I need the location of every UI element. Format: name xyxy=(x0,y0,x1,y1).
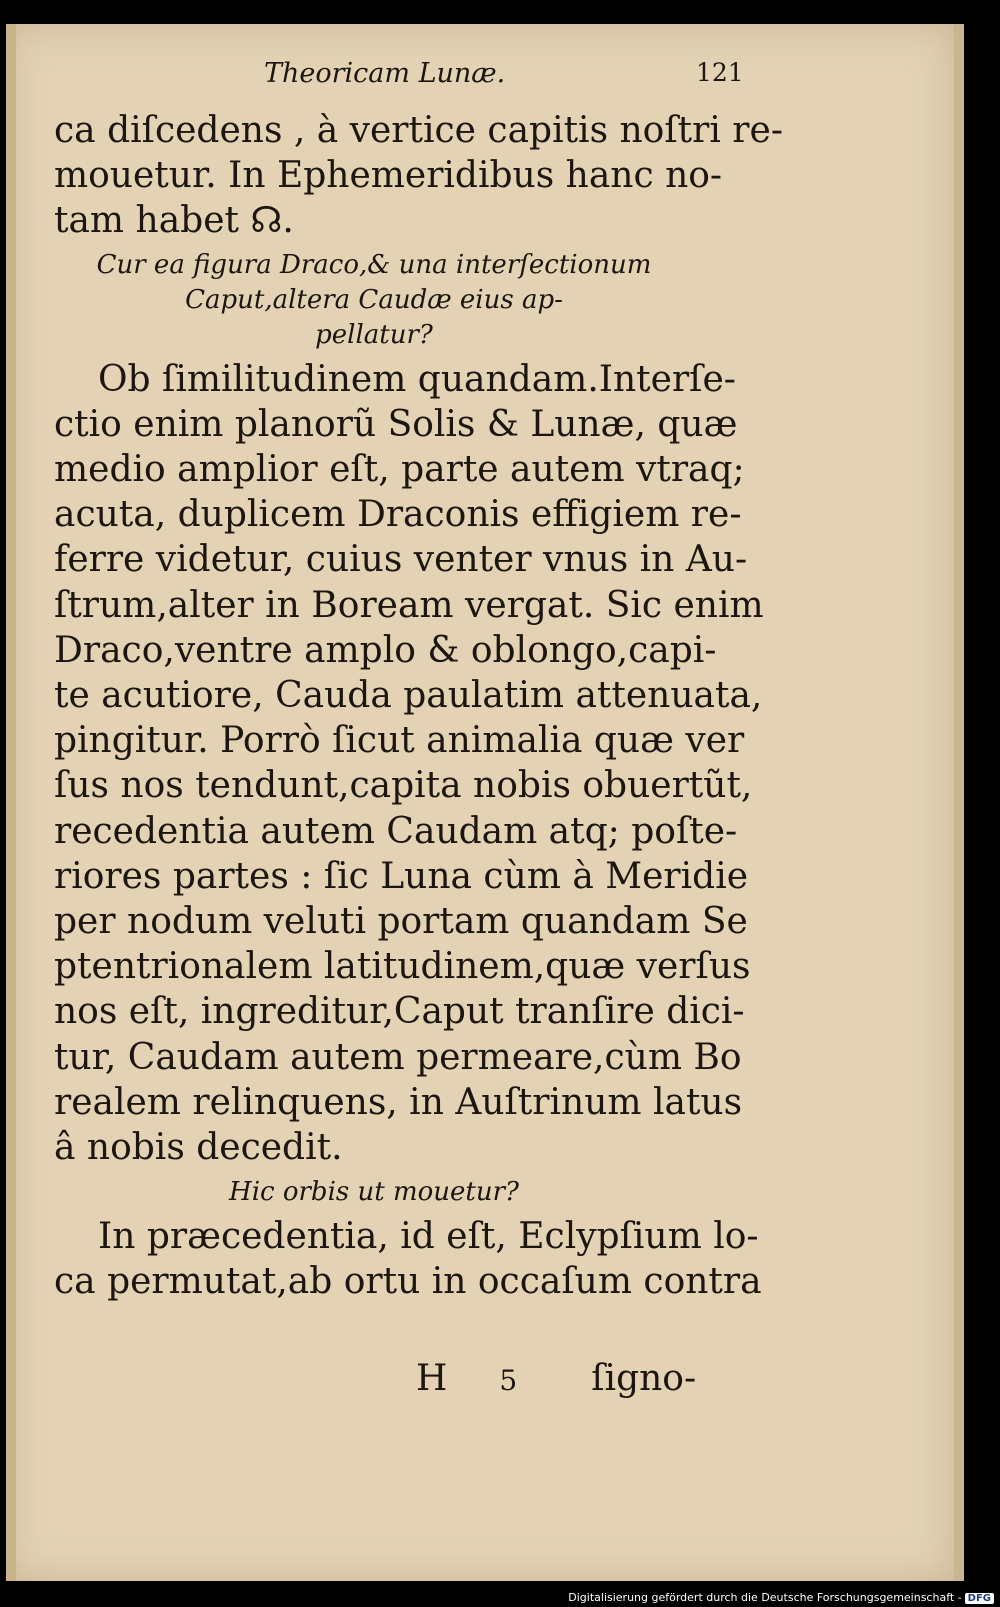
text-line: ca permutat,ab ortu in occaſum contra xyxy=(54,1261,762,1303)
text-line: â nobis decedit. xyxy=(54,1127,343,1169)
text-line: ſtrum,alter in Boream vergat. Sic enim xyxy=(54,584,764,626)
text-line: In præcedentia, id eſt, Eclypſium lo- xyxy=(98,1216,759,1258)
signature-number: 5 xyxy=(499,1364,518,1397)
text-line: tam habet ☊. xyxy=(54,200,294,242)
signature-mark: H xyxy=(416,1358,448,1399)
text-line: ferre videtur, cuius venter vnus in Au- xyxy=(54,539,748,581)
text-line: riores partes : ſic Luna cùm à Meridie xyxy=(54,855,749,897)
signature-catchword-line xyxy=(416,1358,696,1399)
text-line: ptentrionalem latitudinem,quæ verſus xyxy=(54,946,751,988)
running-head: Theoricam Lunæ. xyxy=(264,58,506,89)
question-heading-line: Caput,altera Caudæ eius ap- xyxy=(185,284,563,315)
text-line: ſus nos tendunt,capita nobis obuertũt, xyxy=(54,765,753,807)
text-line: realem relinquens, in Auſtrinum latus xyxy=(54,1081,743,1123)
digitization-credit xyxy=(568,1591,994,1604)
text-line: Draco,ventre amplo & oblongo,capi- xyxy=(54,629,717,671)
catchword: ſigno- xyxy=(591,1358,697,1399)
text-line: tur, Caudam autem permeare,cùm Bo xyxy=(54,1036,742,1078)
text-line: per nodum veluti portam quandam Se xyxy=(54,901,748,943)
dfg-logo: DFG xyxy=(965,1593,994,1604)
page-gutter-edge xyxy=(6,24,16,1581)
text-line: ca diſcedens , à vertice capitis noſtri re- xyxy=(54,110,783,151)
text-line: pingitur. Porrò ſicut animalia quæ ver xyxy=(54,720,745,762)
question-heading-line: Cur ea figura Draco,& una interſectionum xyxy=(96,249,652,280)
text-line: te acutiore, Cauda paulatim attenuata, xyxy=(54,675,763,717)
text-line: acuta, duplicem Draconis effigiem re- xyxy=(54,494,742,536)
text-line: medio amplior eſt, parte autem vtraq; xyxy=(54,449,745,491)
book-page xyxy=(6,24,964,1581)
credit-text: Digitalisierung gefördert durch die Deutsche Forschungsgemeinschaft - xyxy=(568,1591,962,1604)
text-line: recedentia autem Caudam atq; poſte- xyxy=(54,810,738,852)
text-line: nos eſt, ingreditur,Caput tranſire dici- xyxy=(54,991,745,1033)
text-block xyxy=(54,108,783,1305)
question-heading-line: pellatur? xyxy=(315,319,433,350)
question-heading: Hic orbis ut mouetur? xyxy=(229,1177,519,1208)
page-number: 121 xyxy=(696,58,744,87)
text-line: Ob ſimilitudinem quandam.Interſe- xyxy=(98,358,736,400)
text-line: ctio enim planorũ Solis & Lunæ, quæ xyxy=(54,403,738,445)
text-line: mouetur. In Ephemeridibus hanc no- xyxy=(54,155,723,197)
